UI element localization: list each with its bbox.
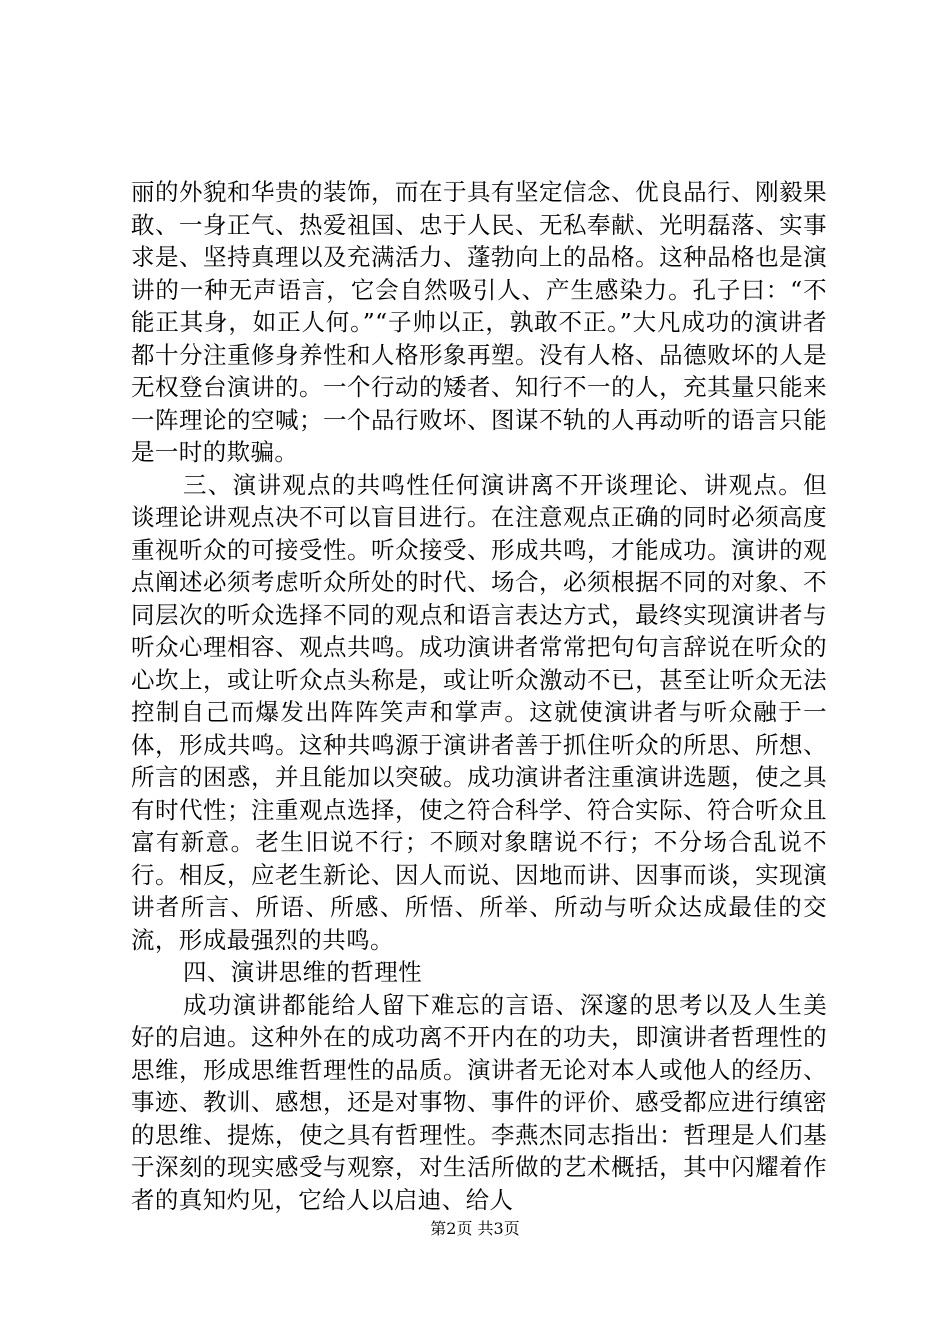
page-footer: 第2页 共3页 xyxy=(430,1219,520,1238)
paragraph-3: 成功演讲都能给人留下难忘的言语、深邃的思考以及人生美好的启迪。这种外在的成功离不开内在的功夫，即演讲者哲理性的思维，形成思维哲理性的品质。演讲者无论对本人或他人的经历、事迹、教训、感想，还是对事物、事件的评价、感受都应进行缜密的思维、提炼，使之具有哲理性。李燕杰同志指出：哲理是人们基于深刻的现实感受与观察，对生活所做的艺术概括，其中闪耀着作者的真知灼见，它给人以启迪、给人 xyxy=(131,990,827,1214)
document-body xyxy=(131,176,827,1216)
paragraph-2: 三、演讲观点的共鸣性任何演讲离不开谈理论、讲观点。但谈理论讲观点决不可以盲目进行。在注意观点正确的同时必须高度重视听众的可接受性。听众接受、形成共鸣，才能成功。演讲的观点阐述必须考虑听众所处的时代、场合，必须根据不同的对象、不同层次的听众选择不同的观点和语言表达方式，最终实现演讲者与听众心理相容、观点共鸣。成功演讲者常常把句句言辞说在听众的心坎上，或让听众点头称是，或让听众激动不已，甚至让听众无法控制自己而爆发出阵阵笑声和掌声。这就使演讲者与听众融于一体，形成共鸣。这种共鸣源于演讲者善于抓住听众的所思、所想、所言的困惑，并且能加以突破。成功演讲者注重演讲选题，使之具有时代性；注重观点选择，使之符合科学、符合实际、符合听众且富有新意。老生旧说不行；不顾对象瞎说不行；不分场合乱说不行。相反，应老生新论、因人而说、因地而讲、因事而谈，实现演讲者所言、所语、所感、所悟、所举、所动与听众达成最佳的交流，形成最强烈的共鸣。 xyxy=(131,470,827,954)
paragraph-1: 丽的外貌和华贵的装饰，而在于具有坚定信念、优良品行、刚毅果敢、一身正气、热爱祖国、忠于人民、无私奉献、光明磊落、实事求是、坚持真理以及充满活力、蓬勃向上的品格。这种品格也是演讲的一种无声语言，它会自然吸引人、产生感染力。孔子曰：“不能正其身，如正人何。”“子帅以正，孰敢不正。”大凡成功的演讲者都十分注重修身养性和人格形象再塑。没有人格、品德败坏的人是无权登台演讲的。一个行动的矮者、知行不一的人，充其量只能来一阵理论的空喊；一个品行败坏、图谋不轨的人再动听的语言只能是一时的欺骗。 xyxy=(131,178,827,466)
section-heading-4: 四、演讲思维的哲理性 xyxy=(183,958,422,986)
